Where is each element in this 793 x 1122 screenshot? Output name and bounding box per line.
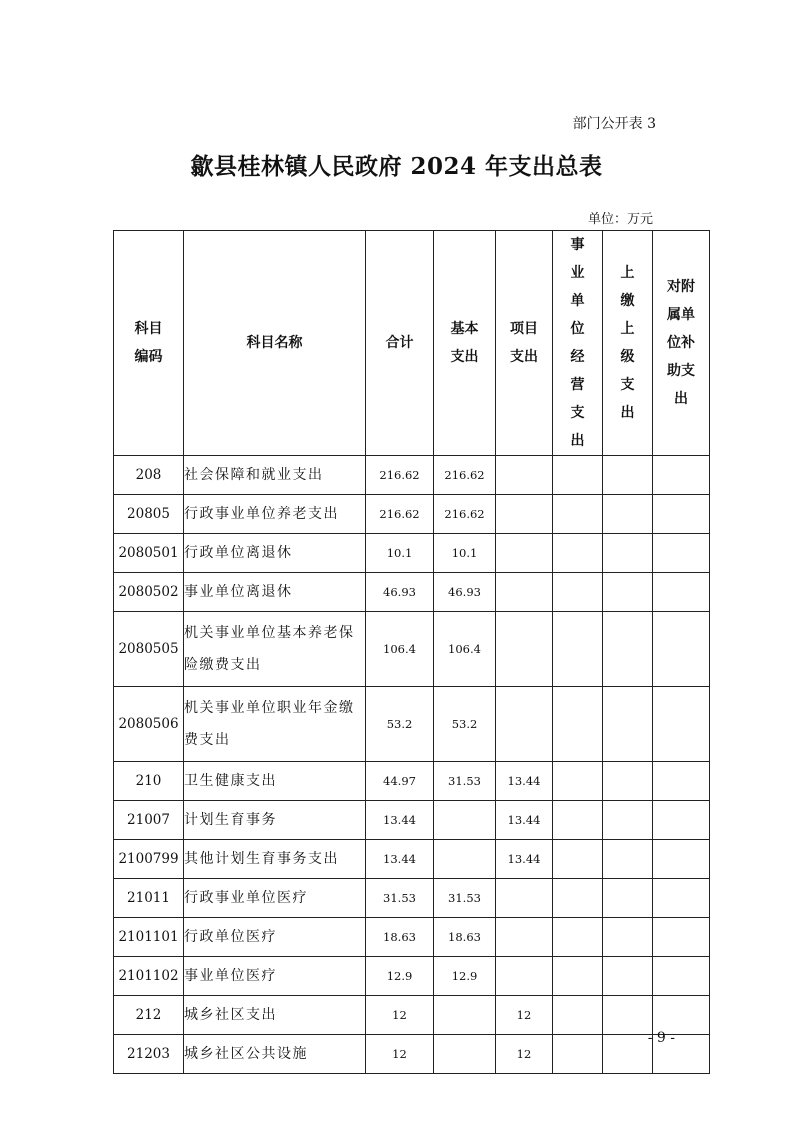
table-row [114,879,710,918]
project-expense-cell [496,918,553,957]
subject-name-cell: 计划生育事务 [184,801,366,840]
subject-code-cell: 208 [114,456,184,495]
subsidy-cell [653,573,710,612]
total-cell: 12.9 [366,957,434,996]
business-expense-cell [553,840,603,879]
subject-name-cell: 城乡社区支出 [184,996,366,1035]
upper-payment-cell [603,801,653,840]
table-row [114,801,710,840]
project-expense-cell [496,534,553,573]
project-expense-cell [496,957,553,996]
upper-payment-cell [603,687,653,762]
total-cell: 13.44 [366,801,434,840]
subsidy-cell [653,996,710,1035]
project-expense-cell: 13.44 [496,801,553,840]
business-expense-cell [553,996,603,1035]
table-row [114,687,710,762]
basic-expense-cell: 216.62 [434,456,496,495]
subject-name-cell: 行政单位医疗 [184,918,366,957]
subject-code-cell: 21203 [114,1035,184,1074]
subject-code-cell: 2080501 [114,534,184,573]
subject-code-cell: 2080505 [114,612,184,687]
upper-payment-cell [603,918,653,957]
project-expense-cell [496,456,553,495]
project-expense-cell: 13.44 [496,840,553,879]
subject-name-cell: 事业单位离退休 [184,573,366,612]
basic-expense-cell: 31.53 [434,879,496,918]
upper-payment-cell [603,534,653,573]
subsidy-cell [653,687,710,762]
table-row [114,534,710,573]
subject-code-cell: 21011 [114,879,184,918]
project-expense-cell: 12 [496,1035,553,1074]
subject-name-cell: 机关事业单位基本养老保险缴费支出 [184,612,366,687]
unit-label: 单位：万元 [587,212,653,227]
subsidy-cell [653,495,710,534]
business-expense-cell [553,573,603,612]
table-row [114,918,710,957]
column-header: 基本支出 [434,231,496,456]
business-expense-cell [553,879,603,918]
subsidy-cell [653,879,710,918]
project-expense-cell [496,879,553,918]
table-row [114,495,710,534]
business-expense-cell [553,534,603,573]
subject-code-cell: 210 [114,762,184,801]
basic-expense-cell [434,840,496,879]
total-cell: 13.44 [366,840,434,879]
subject-name-cell: 行政事业单位养老支出 [184,495,366,534]
subject-name-cell: 城乡社区公共设施 [184,1035,366,1074]
subject-code-cell: 21007 [114,801,184,840]
subsidy-cell [653,534,710,573]
upper-payment-cell [603,996,653,1035]
project-expense-cell: 12 [496,996,553,1035]
project-expense-cell [496,687,553,762]
subject-name-cell: 其他计划生育事务支出 [184,840,366,879]
table-row [114,573,710,612]
upper-payment-cell [603,456,653,495]
upper-payment-cell [603,612,653,687]
subject-name-cell: 卫生健康支出 [184,762,366,801]
subject-code-cell: 2101101 [114,918,184,957]
total-cell: 216.62 [366,456,434,495]
page-title: 歙县桂林镇人民政府 2024 年支出总表 [190,153,603,180]
column-header: 科目名称 [184,231,366,456]
document-label: 部门公开表 3 [572,116,656,132]
business-expense-cell [553,495,603,534]
subject-name-cell: 事业单位医疗 [184,957,366,996]
column-header: 事业单位经营支出 [553,231,603,456]
subject-code-cell: 2080502 [114,573,184,612]
column-header: 科目编码 [114,231,184,456]
upper-payment-cell [603,840,653,879]
subject-code-cell: 2100799 [114,840,184,879]
table-row [114,1035,710,1074]
table-row [114,840,710,879]
table-row [114,456,710,495]
total-cell: 31.53 [366,879,434,918]
basic-expense-cell: 18.63 [434,918,496,957]
subsidy-cell [653,957,710,996]
total-cell: 12 [366,996,434,1035]
upper-payment-cell [603,762,653,801]
total-cell: 46.93 [366,573,434,612]
subsidy-cell [653,801,710,840]
basic-expense-cell [434,801,496,840]
total-cell: 216.62 [366,495,434,534]
subject-code-cell: 2080506 [114,687,184,762]
column-header: 合计 [366,231,434,456]
subject-code-cell: 20805 [114,495,184,534]
business-expense-cell [553,918,603,957]
subject-code-cell: 212 [114,996,184,1035]
project-expense-cell [496,612,553,687]
basic-expense-cell [434,996,496,1035]
page-number: - 9 - [647,1030,675,1046]
table-row [114,612,710,687]
table-header-row [114,231,710,456]
subject-code-cell: 2101102 [114,957,184,996]
total-cell: 53.2 [366,687,434,762]
subsidy-cell [653,762,710,801]
subsidy-cell [653,840,710,879]
table-row [114,762,710,801]
business-expense-cell [553,612,603,687]
basic-expense-cell: 216.62 [434,495,496,534]
subsidy-cell [653,456,710,495]
basic-expense-cell [434,1035,496,1074]
total-cell: 18.63 [366,918,434,957]
column-header: 项目支出 [496,231,553,456]
upper-payment-cell [603,957,653,996]
business-expense-cell [553,456,603,495]
project-expense-cell [496,573,553,612]
total-cell: 44.97 [366,762,434,801]
basic-expense-cell: 12.9 [434,957,496,996]
basic-expense-cell: 31.53 [434,762,496,801]
subject-name-cell: 社会保障和就业支出 [184,456,366,495]
basic-expense-cell: 46.93 [434,573,496,612]
basic-expense-cell: 53.2 [434,687,496,762]
total-cell: 12 [366,1035,434,1074]
upper-payment-cell [603,495,653,534]
project-expense-cell: 13.44 [496,762,553,801]
business-expense-cell [553,957,603,996]
basic-expense-cell: 106.4 [434,612,496,687]
upper-payment-cell [603,573,653,612]
business-expense-cell [553,1035,603,1074]
subject-name-cell: 行政单位离退休 [184,534,366,573]
upper-payment-cell [603,1035,653,1074]
business-expense-cell [553,687,603,762]
upper-payment-cell [603,879,653,918]
subsidy-cell [653,612,710,687]
business-expense-cell [553,762,603,801]
subject-name-cell: 行政事业单位医疗 [184,879,366,918]
table-row [114,996,710,1035]
expenditure-table [113,230,710,1074]
column-header: 上缴上级支出 [603,231,653,456]
subject-name-cell: 机关事业单位职业年金缴费支出 [184,687,366,762]
total-cell: 10.1 [366,534,434,573]
total-cell: 106.4 [366,612,434,687]
basic-expense-cell: 10.1 [434,534,496,573]
table-row [114,957,710,996]
business-expense-cell [553,801,603,840]
subsidy-cell [653,918,710,957]
project-expense-cell [496,495,553,534]
column-header: 对附属单位补助支出 [653,231,710,456]
